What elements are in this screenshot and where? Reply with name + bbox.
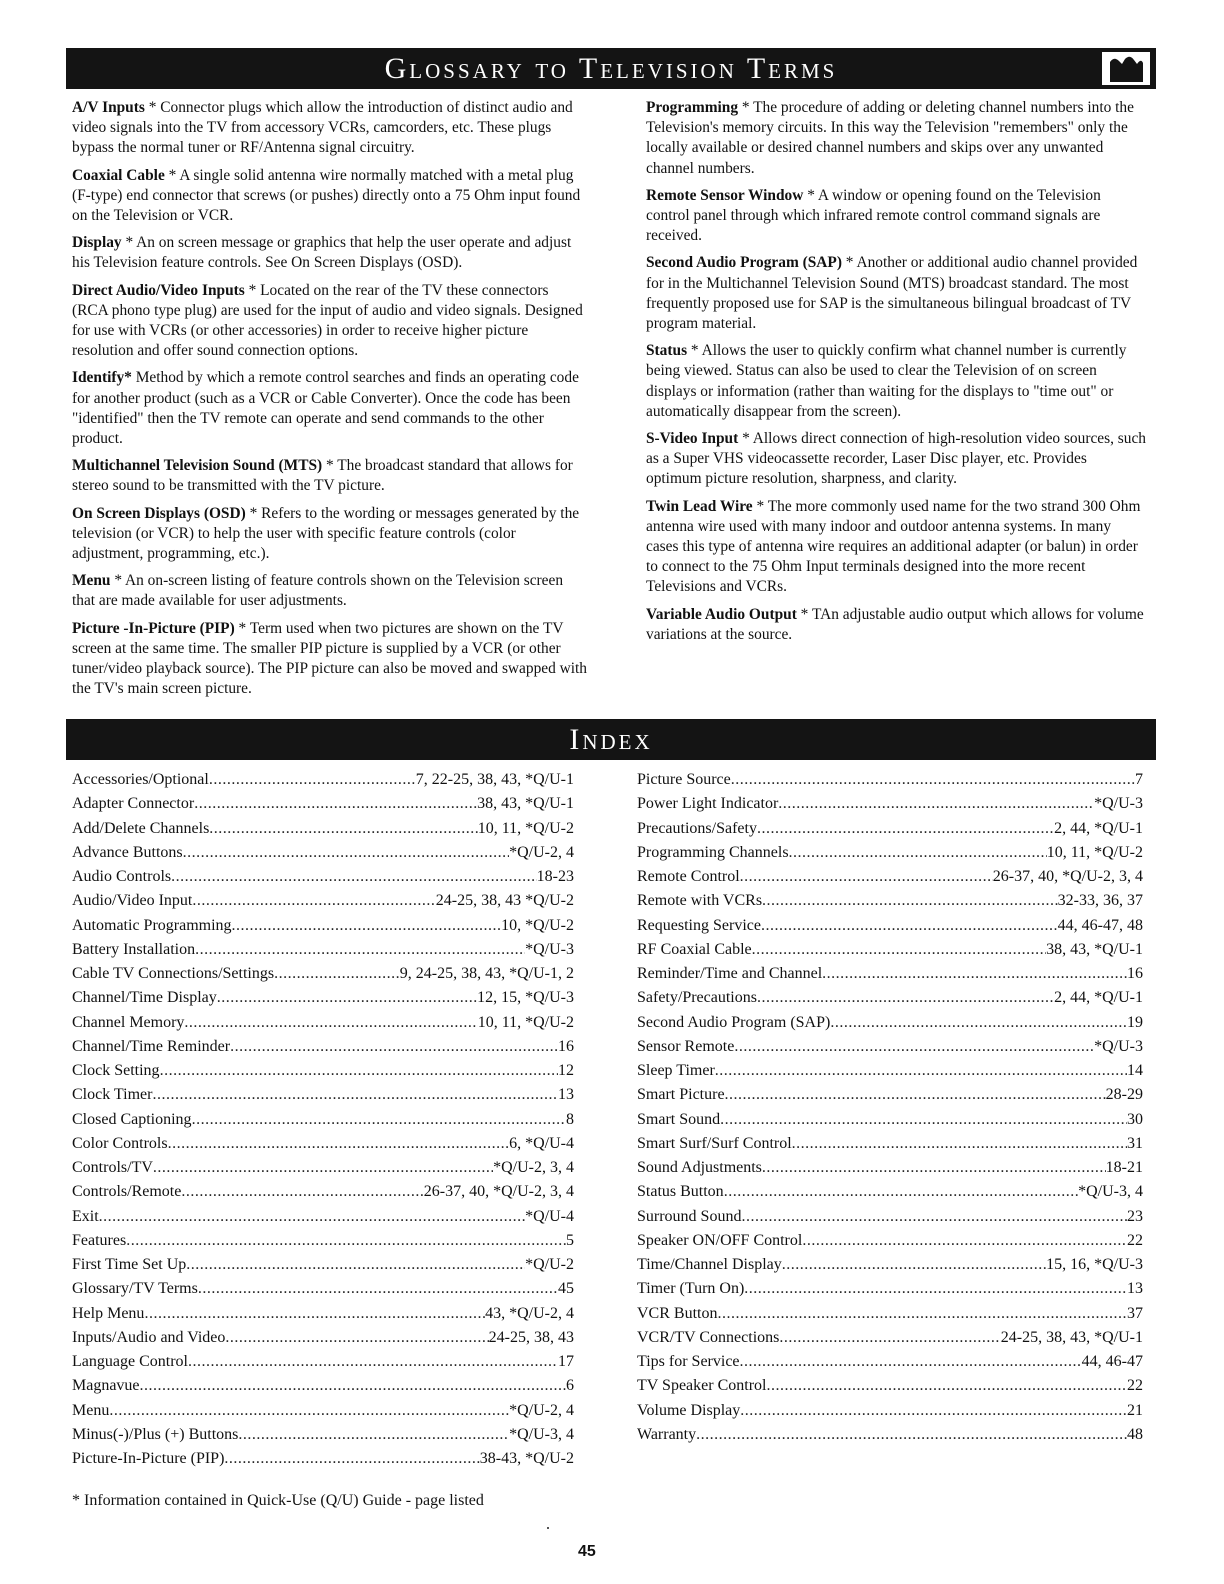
index-entry-name: Remote Control	[637, 868, 740, 885]
index-row	[72, 1059, 574, 1083]
index-entry-name: Features	[72, 1231, 127, 1249]
index-entry-pages: 9, 24-25, 38, 43, *Q/U-1, 2	[399, 965, 574, 982]
index-row	[72, 938, 574, 962]
index-entry-name: Exit	[72, 1207, 99, 1225]
glossary-term: Display	[72, 234, 122, 252]
glossary-entry	[646, 605, 1146, 645]
index-entry-name: Precautions/Safety	[637, 819, 757, 837]
dot-leader	[734, 1035, 1094, 1059]
glossary-definition: * Allows the user to quickly confirm what channel number is currently being viewed. Status can also be used to clear the Television of on screen displays or information (rather than waiting for the displays to "time out" or automatically disappear from the screen).	[646, 342, 1127, 420]
glossary-entry	[72, 98, 588, 159]
index-row	[637, 1399, 1143, 1423]
dot-leader	[188, 1350, 558, 1374]
index-row	[637, 1108, 1143, 1132]
index-entry-name: Menu	[72, 1401, 110, 1419]
index-entry-name: Advance Buttons	[72, 843, 183, 861]
glossary-entry	[646, 253, 1146, 334]
index-row	[637, 962, 1143, 986]
dot-leader	[762, 889, 1058, 913]
index-entry-pages: 26-37, 40, *Q/U-2, 3, 4	[423, 1183, 574, 1201]
index-entry-name: Language Control	[72, 1353, 188, 1370]
index-entry-pages: 23	[1127, 1207, 1143, 1225]
dot-leader	[224, 1447, 479, 1471]
dot-leader	[717, 1302, 1127, 1326]
index-entry-pages: 13	[558, 1086, 574, 1104]
index-entry-pages: *Q/U-2, 4	[509, 843, 574, 861]
index-row	[72, 1180, 574, 1204]
dot-leader	[779, 1326, 1000, 1350]
glossary-term: S-Video Input	[646, 430, 739, 448]
index-row	[637, 1132, 1143, 1156]
dot-leader	[152, 1083, 558, 1107]
index-right-column	[637, 768, 1143, 1447]
index-row	[72, 817, 574, 841]
dot-leader	[741, 1205, 1127, 1229]
glossary-definition: * Term used when two pictures are shown on the TV screen at the same time. The smaller PIP picture is supplied by a VCR (or other tuner/video playback source). The PIP picture can also be moved and swapped with the TV's main screen picture.	[72, 619, 588, 698]
index-entry-name: Sleep Timer	[637, 1062, 715, 1079]
index-entry-name: Smart Picture	[637, 1086, 725, 1104]
index-entry-pages: 28-29	[1105, 1086, 1143, 1104]
index-entry-name: Accessories/Optional	[72, 771, 209, 788]
index-entry-name: VCR Button	[637, 1304, 718, 1322]
dot-leader	[715, 1059, 1127, 1083]
glossary-definition: * Refers to the wording or messages generated by the television (or VCR) to help the user with specific feature controls (color adjustment, programming, etc.).	[72, 504, 580, 563]
index-row	[72, 914, 574, 938]
glossary-banner	[66, 48, 1156, 89]
index-entry-name: Picture Source	[637, 771, 731, 788]
index-row	[637, 1156, 1143, 1180]
index-entry-name: First Time Set Up	[72, 1256, 187, 1273]
index-entry-pages: 16	[1127, 965, 1143, 982]
dot-leader	[744, 1277, 1127, 1301]
index-entry-name: Magnavue	[72, 1377, 140, 1395]
glossary-term: Multichannel Television Sound (MTS)	[72, 457, 323, 475]
index-entry-name: Safety/Precautions	[637, 989, 757, 1007]
index-entry-pages: *Q/U-3, 4	[1078, 1183, 1143, 1201]
dot-leader	[757, 986, 1054, 1010]
glossary-entry	[72, 619, 588, 700]
glossary-definition: * Located on the rear of the TV these connectors (RCA phono type plug) are used for the input of audio and video signals. Designed for use with VCRs (or other accessories) in order to receive higher picture resolution and offer sound connection options.	[72, 281, 583, 360]
index-row	[637, 768, 1143, 792]
index-row	[72, 1326, 574, 1350]
index-entry-pages: 37	[1127, 1304, 1143, 1322]
glossary-term: On Screen Displays (OSD)	[72, 504, 246, 522]
index-entry-pages: 24-25, 38, 43, *Q/U-1	[1000, 1328, 1143, 1346]
glossary-definition: * A single solid antenna wire normally matched with a metal plug (F-type) end connector that screws (or pushes) directly onto a 75 Ohm input found on the Television or VCR.	[72, 166, 581, 225]
dot-leader	[274, 962, 400, 986]
index-entry-pages: 38, 43, *Q/U-1	[1046, 940, 1143, 958]
index-entry-name: Smart Sound	[637, 1110, 721, 1128]
index-row	[72, 1350, 574, 1374]
index-entry-name: Programming Channels	[637, 843, 789, 861]
index-row	[637, 1326, 1143, 1350]
index-entry-pages: *Q/U-3	[1094, 795, 1143, 813]
index-entry-name: Time/Channel Display	[637, 1256, 782, 1273]
index-row	[637, 1277, 1143, 1301]
index-entry-pages: 17	[558, 1353, 574, 1370]
dot-leader	[144, 1302, 485, 1326]
index-row	[72, 1011, 574, 1035]
glossary-definition: * Another or additional audio channel provided for in the Multichannel Television Sound (MTS) broadcast standard. The most frequently proposed use for SAP is the simultaneous bilingual broadcast of TV program material.	[646, 254, 1138, 333]
dot-leader	[731, 768, 1135, 792]
index-entry-pages: 44, 46-47, 48	[1057, 916, 1143, 934]
dot-leader	[725, 1083, 1106, 1107]
index-entry-name: Controls/TV	[72, 1159, 153, 1176]
index-row	[72, 1253, 574, 1277]
index-row	[72, 1302, 574, 1326]
index-row	[637, 1302, 1143, 1326]
dot-leader	[225, 1326, 488, 1350]
dot-leader	[192, 1108, 566, 1132]
index-row	[72, 889, 574, 913]
dot-leader	[153, 1156, 493, 1180]
index-entry-pages: *Q/U-2, 3, 4	[493, 1159, 574, 1176]
glossary-term: Second Audio Program (SAP)	[646, 254, 842, 272]
dot-leader	[789, 841, 1047, 865]
dot-leader	[209, 768, 416, 792]
index-entry-pages: 6	[566, 1377, 574, 1395]
glossary-term: A/V Inputs	[72, 99, 145, 116]
index-entry-pages: 2, 44, *Q/U-1	[1054, 819, 1143, 837]
index-row	[72, 1423, 574, 1447]
index-entry-pages: 12, 15, *Q/U-3	[477, 989, 574, 1007]
index-row	[72, 962, 574, 986]
index-row	[72, 865, 574, 889]
index-entry-name: Help Menu	[72, 1304, 145, 1322]
index-row	[72, 768, 574, 792]
index-row	[637, 792, 1143, 816]
index-entry-pages: 10, 11, *Q/U-2	[477, 1013, 574, 1031]
index-row	[637, 914, 1143, 938]
dot-leader	[782, 1253, 1046, 1277]
dot-leader	[762, 1156, 1106, 1180]
glossary-entry	[646, 186, 1146, 247]
index-banner	[66, 719, 1156, 760]
index-entry-name: Warranty	[637, 1425, 697, 1443]
index-entry-pages: 10, 11, *Q/U-2	[1046, 843, 1143, 861]
index-entry-name: Closed Captioning	[72, 1110, 192, 1128]
index-row	[72, 1083, 574, 1107]
dot-leader	[183, 841, 509, 865]
dot-leader	[792, 1132, 1127, 1156]
dot-leader	[230, 1035, 558, 1059]
index-entry-name: Sensor Remote	[637, 1037, 735, 1055]
dot-leader	[778, 792, 1094, 816]
index-entry-name: VCR/TV Connections	[637, 1328, 780, 1346]
index-entry-pages: 12	[558, 1062, 574, 1079]
glossary-definition: * The broadcast standard that allows for stereo sound to be transmitted with the TV picture.	[72, 457, 573, 495]
glossary-term: Status	[646, 342, 688, 360]
print-speck	[547, 1527, 549, 1529]
index-row	[72, 1205, 574, 1229]
index-row	[637, 1035, 1143, 1059]
index-row	[637, 1374, 1143, 1398]
glossary-definition: * TAn adjustable audio output which allows for volume variations at the source.	[646, 605, 1144, 643]
index-entry-pages: 30	[1127, 1110, 1143, 1128]
glossary-definition: * Allows direct connection of high-resolution video sources, such as a Super VHS videocassette recorder, Laser Disc player, etc. Provides optimum picture resolution, sharpness, and clarity.	[646, 430, 1147, 488]
index-entry-pages: 15, 16, *Q/U-3	[1046, 1256, 1143, 1273]
index-entry-name: Surround Sound	[637, 1207, 742, 1225]
index-entry-pages: 7, 22-25, 38, 43, *Q/U-1	[415, 771, 574, 788]
index-entry-pages: 13	[1127, 1280, 1143, 1298]
index-entry-pages: 6, *Q/U-4	[509, 1134, 574, 1152]
glossary-entry	[72, 456, 588, 496]
index-left-column	[72, 768, 574, 1471]
index-entry-name: Minus(-)/Plus (+) Buttons	[72, 1425, 239, 1443]
index-row	[637, 1205, 1143, 1229]
index-entry-name: Volume Display	[637, 1401, 741, 1419]
index-entry-name: Channel Memory	[72, 1013, 185, 1031]
index-row	[637, 938, 1143, 962]
index-row	[72, 1229, 574, 1253]
dot-leader	[184, 1011, 477, 1035]
index-entry-pages: 22	[1127, 1231, 1143, 1249]
dot-leader	[171, 865, 537, 889]
glossary-definition: * The more commonly used name for the two strand 300 Ohm antenna wire used with many indoor and outdoor antenna systems. In many cases this type of antenna wire requires an additional adapter (or balun) in order to connect to the 75 Ohm Input terminals designed into the more recent Televisions and VCRs.	[646, 497, 1141, 596]
index-row	[637, 1059, 1143, 1083]
index-entry-name: Clock Setting	[72, 1062, 160, 1079]
index-entry-pages: 38, 43, *Q/U-1	[477, 795, 574, 813]
glossary-entry	[72, 166, 588, 227]
index-entry-name: Automatic Programming	[72, 916, 232, 934]
index-entry-name: Audio Controls	[72, 868, 172, 885]
index-row	[637, 1011, 1143, 1035]
index-entry-name: Timer (Turn On)	[637, 1280, 745, 1298]
index-row	[637, 986, 1143, 1010]
index-entry-name: Requesting Service	[637, 916, 761, 934]
glossary-definition: * A window or opening found on the Television control panel through which infrared remote control command signals are received.	[646, 186, 1101, 245]
dot-leader	[140, 1374, 566, 1398]
footnote: * Information contained in Quick-Use (Q/U) Guide - page listed	[72, 1492, 484, 1509]
index-row	[72, 1132, 574, 1156]
index-title: Index	[569, 722, 653, 756]
index-entry-pages: 21	[1127, 1401, 1143, 1419]
index-entry-pages: *Q/U-3	[1094, 1037, 1143, 1055]
glossary-term: Menu	[72, 572, 111, 590]
index-row	[72, 841, 574, 865]
index-row	[72, 792, 574, 816]
dot-leader	[720, 1108, 1127, 1132]
index-entry-pages: 10, 11, *Q/U-2	[477, 819, 574, 837]
glossary-term: Direct Audio/Video Inputs	[72, 281, 245, 299]
index-row	[637, 841, 1143, 865]
index-row	[72, 1399, 574, 1423]
index-entry-pages: 24-25, 38, 43 *Q/U-2	[435, 892, 574, 910]
glossary-entry	[646, 98, 1146, 179]
dot-leader	[740, 1350, 1082, 1374]
page-number: 45	[578, 1543, 596, 1560]
index-entry-pages: 14	[1127, 1062, 1143, 1079]
index-entry-pages: 10, *Q/U-2	[501, 916, 574, 934]
index-entry-name: Tips for Service	[637, 1353, 740, 1370]
index-row	[637, 1180, 1143, 1204]
dot-leader	[168, 1132, 510, 1156]
dot-leader	[99, 1205, 525, 1229]
dot-leader	[766, 1374, 1127, 1398]
dot-leader	[109, 1399, 509, 1423]
manual-tab-icon	[1102, 52, 1150, 85]
index-row	[72, 1277, 574, 1301]
index-entry-name: Inputs/Audio and Video	[72, 1328, 226, 1346]
glossary-definition: * Connector plugs which allow the introduction of distinct audio and video signals into the TV from accessory VCRs, camcorders, etc. These plugs bypass the normal tuner or RF/Antenna signal circuitry.	[72, 99, 573, 157]
dot-leader	[696, 1423, 1127, 1447]
index-entry-pages: *Q/U-3	[525, 940, 574, 958]
index-entry-name: Status Button	[637, 1183, 724, 1201]
index-row	[637, 1253, 1143, 1277]
dot-leader	[232, 914, 502, 938]
index-entry-pages: 45	[558, 1280, 574, 1298]
glossary-left-column	[72, 98, 588, 706]
dot-leader	[126, 1229, 566, 1253]
index-entry-pages: *Q/U-2, 4	[509, 1401, 574, 1419]
dot-leader	[761, 914, 1058, 938]
index-entry-name: Glossary/TV Terms	[72, 1280, 198, 1298]
index-row	[72, 1156, 574, 1180]
index-entry-pages: 31	[1127, 1134, 1143, 1152]
glossary-entry	[646, 429, 1146, 490]
dot-leader	[186, 1253, 525, 1277]
index-entry-name: Add/Delete Channels	[72, 819, 210, 837]
index-entry-name: Color Controls	[72, 1134, 168, 1152]
index-entry-pages: 19	[1127, 1013, 1143, 1031]
dot-leader	[192, 889, 435, 913]
glossary-term: Picture -In-Picture (PIP)	[72, 619, 235, 637]
index-entry-name: Controls/Remote	[72, 1183, 182, 1201]
dot-leader	[209, 817, 477, 841]
index-row	[72, 1108, 574, 1132]
glossary-entry	[72, 571, 588, 611]
index-entry-name: Remote with VCRs	[637, 892, 763, 910]
index-entry-name: Sound Adjustments	[637, 1159, 762, 1176]
dot-leader	[181, 1180, 423, 1204]
index-entry-name: Cable TV Connections/Settings	[72, 965, 275, 982]
index-entry-name: Reminder/Time and Channel	[637, 965, 823, 982]
dot-leader	[238, 1423, 509, 1447]
index-entry-name: Battery Installation	[72, 940, 196, 958]
index-entry-pages: 7	[1135, 771, 1143, 788]
glossary-definition: * An on screen message or graphics that help the user operate and adjust his Television feature controls. See On Screen Displays (OSD).	[72, 234, 572, 272]
index-row	[637, 1423, 1143, 1447]
dot-leader	[752, 938, 1046, 962]
dot-leader	[822, 962, 1127, 986]
index-entry-pages: 5	[566, 1231, 574, 1249]
index-row	[72, 1447, 574, 1471]
index-entry-pages: 48	[1127, 1425, 1143, 1443]
glossary-definition: * The procedure of adding or deleting channel numbers into the Television's memory circuits. In this way the Television "remembers" only the locally available or desired channel numbers and skips over any unwanted channel numbers.	[646, 99, 1134, 177]
index-entry-name: Adapter Connector	[72, 795, 195, 813]
index-entry-name: Second Audio Program (SAP)	[637, 1013, 831, 1031]
index-entry-pages: 26-37, 40, *Q/U-2, 3, 4	[992, 868, 1143, 885]
dot-leader	[160, 1059, 558, 1083]
index-entry-pages: 18-23	[536, 868, 574, 885]
index-entry-pages: 24-25, 38, 43	[488, 1328, 574, 1346]
index-entry-name: TV Speaker Control	[637, 1377, 767, 1395]
dot-leader	[740, 1399, 1127, 1423]
glossary-right-column	[646, 98, 1146, 652]
index-entry-name: RF Coaxial Cable	[637, 940, 752, 958]
dot-leader	[802, 1229, 1127, 1253]
glossary-term: Identify*	[72, 369, 132, 387]
index-entry-pages: *Q/U-2	[525, 1256, 574, 1273]
index-entry-pages: 32-33, 36, 37	[1057, 892, 1143, 910]
index-row	[72, 986, 574, 1010]
index-row	[637, 1083, 1143, 1107]
index-entry-pages: *Q/U-3, 4	[509, 1425, 574, 1443]
glossary-entry	[646, 341, 1146, 422]
dot-leader	[217, 986, 477, 1010]
index-row	[637, 889, 1143, 913]
index-entry-pages: 22	[1127, 1377, 1143, 1395]
dot-leader	[830, 1011, 1127, 1035]
glossary-term: Variable Audio Output	[646, 605, 797, 623]
glossary-title: Glossary to Television Terms	[384, 51, 838, 85]
index-row	[72, 1374, 574, 1398]
glossary-definition: * An on-screen listing of feature controls shown on the Television screen that are made available for user adjustments.	[72, 572, 564, 610]
index-row	[72, 1035, 574, 1059]
index-entry-pages: 44, 46-47	[1081, 1353, 1143, 1370]
index-entry-pages: 43, *Q/U-2, 4	[485, 1304, 574, 1322]
index-entry-name: Smart Surf/Surf Control	[637, 1134, 792, 1152]
index-entry-pages: *Q/U-4	[525, 1207, 574, 1225]
glossary-entry	[72, 281, 588, 362]
glossary-term: Coaxial Cable	[72, 166, 165, 184]
glossary-entry	[646, 497, 1146, 598]
dot-leader	[740, 865, 993, 889]
dot-leader	[194, 792, 477, 816]
dot-leader	[198, 1277, 558, 1301]
index-entry-name: Channel/Time Reminder	[72, 1037, 231, 1055]
dot-leader	[757, 817, 1054, 841]
dot-leader	[724, 1180, 1078, 1204]
index-entry-pages: 38-43, *Q/U-2	[479, 1450, 574, 1467]
index-entry-name: Audio/Video Input	[72, 892, 193, 910]
index-entry-name: Picture-In-Picture (PIP)	[72, 1450, 225, 1467]
index-entry-name: Power Light Indicator	[637, 795, 779, 813]
index-entry-pages: 16	[558, 1037, 574, 1055]
index-row	[637, 1350, 1143, 1374]
glossary-term: Twin Lead Wire	[646, 497, 753, 515]
dot-leader	[195, 938, 525, 962]
index-entry-pages: 8	[566, 1110, 574, 1128]
index-row	[637, 817, 1143, 841]
index-entry-pages: 18-21	[1105, 1159, 1143, 1176]
index-entry-name: Clock Timer	[72, 1086, 153, 1104]
index-entry-name: Channel/Time Display	[72, 989, 217, 1007]
index-entry-pages: 2, 44, *Q/U-1	[1054, 989, 1143, 1007]
glossary-entry	[72, 368, 588, 449]
index-entry-name: Speaker ON/OFF Control	[637, 1231, 803, 1249]
glossary-entry	[72, 504, 588, 565]
glossary-term: Remote Sensor Window	[646, 186, 804, 204]
index-row	[637, 865, 1143, 889]
index-row	[637, 1229, 1143, 1253]
glossary-definition: Method by which a remote control searches and finds an operating code for another product (such as a VCR or Cable Converter). Once the code has been "identified" then the TV remote can operate and send commands to the other product.	[72, 369, 579, 448]
glossary-entry	[72, 233, 588, 273]
glossary-term: Programming	[646, 99, 739, 116]
